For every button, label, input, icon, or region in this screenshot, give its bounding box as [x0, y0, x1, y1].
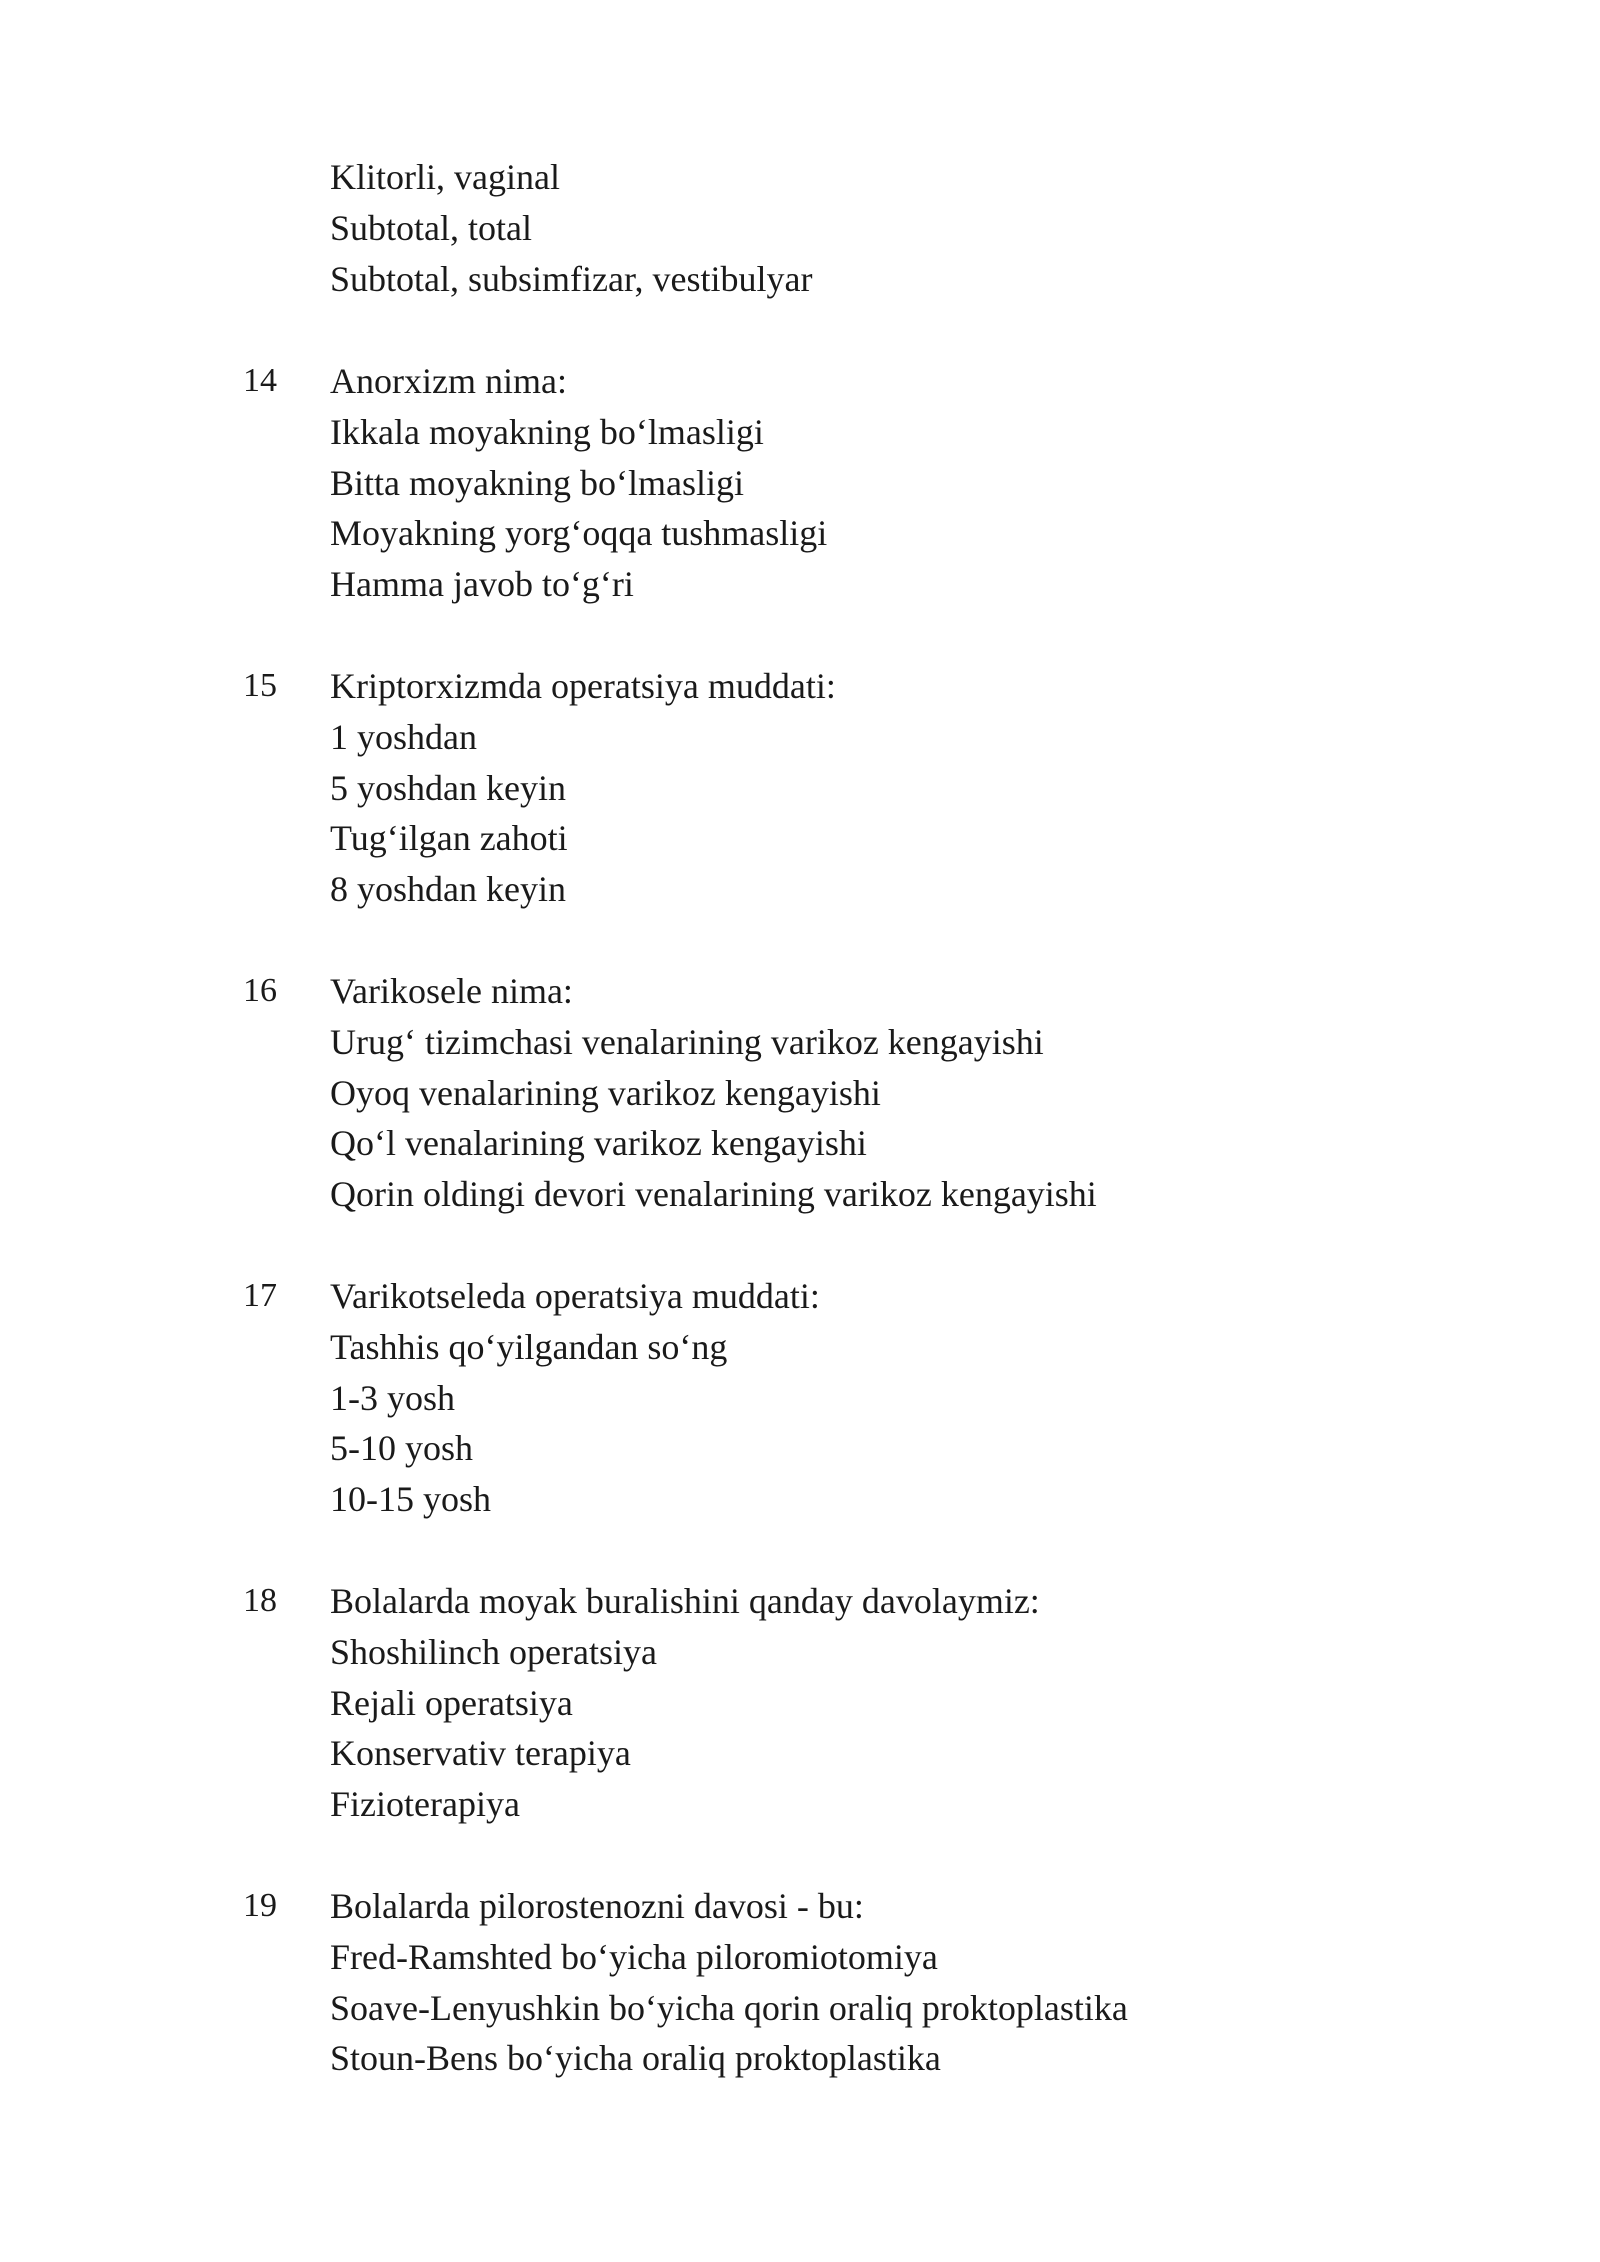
- option-line: Qorin oldingi devori venalarining varikoz kengayishi: [330, 1174, 1097, 1215]
- option-line: Shoshilinch operatsiya: [330, 1631, 657, 1672]
- option-line: Urug‘ tizimchasi venalarining varikoz kengayishi: [330, 1021, 1044, 1062]
- option-line: Ikkala moyakning bo‘lmasligi: [330, 411, 764, 452]
- question-prompt: Bolalarda moyak buralishini qanday davolaymiz:: [330, 1581, 1040, 1621]
- option-line: Subtotal, subsimfizar, vestibulyar: [330, 258, 813, 299]
- question-body: [330, 661, 836, 915]
- option-line: 5 yoshdan keyin: [330, 767, 566, 808]
- question-number: 17: [243, 1277, 277, 1314]
- option-line: Moyakning yorg‘oqqa tushmasligi: [330, 513, 828, 554]
- question-number: 19: [243, 1887, 277, 1924]
- option-line: 5-10 yosh: [330, 1428, 473, 1469]
- option-line: Fred-Ramshted bo‘yicha piloromiotomiya: [330, 1936, 938, 1977]
- question-number: 18: [243, 1582, 277, 1619]
- question-body: [330, 1576, 1040, 1830]
- option-line: Fizioterapiya: [330, 1784, 520, 1825]
- option-line: Rejali operatsiya: [330, 1682, 573, 1723]
- option-line: Subtotal, total: [330, 207, 532, 248]
- option-line: Stoun-Bens bo‘yicha oraliq proktoplastika: [330, 2038, 941, 2079]
- option-line: 10-15 yosh: [330, 1479, 491, 1520]
- question-prompt: Bolalarda pilorostenozni davosi - bu:: [330, 1886, 864, 1926]
- previous-question-options: [330, 152, 812, 304]
- option-line: Hamma javob to‘g‘ri: [330, 564, 634, 605]
- option-line: Konservativ terapiya: [330, 1733, 631, 1774]
- option-line: 8 yoshdan keyin: [330, 869, 566, 910]
- question-prompt: Varikosele nima:: [330, 971, 573, 1011]
- question-prompt: Varikotseleda operatsiya muddati:: [330, 1276, 820, 1316]
- option-line: 1-3 yosh: [330, 1377, 455, 1418]
- option-line: Bitta moyakning bo‘lmasligi: [330, 462, 744, 503]
- option-line: Soave-Lenyushkin bo‘yicha qorin oraliq proktoplastika: [330, 1987, 1128, 2028]
- question-number: 16: [243, 972, 277, 1009]
- option-line: Qo‘l venalarining varikoz kengayishi: [330, 1123, 867, 1164]
- option-line: Oyoq venalarining varikoz kengayishi: [330, 1072, 881, 1113]
- question-body: [330, 356, 827, 610]
- option-line: Klitorli, vaginal: [330, 157, 560, 197]
- option-line: 1 yoshdan: [330, 716, 477, 757]
- question-body: [330, 1881, 1128, 2084]
- question-body: [330, 1271, 820, 1525]
- question-prompt: Anorxizm nima:: [330, 361, 567, 401]
- question-body: [330, 966, 1097, 1220]
- question-number: 15: [243, 667, 277, 704]
- option-line: Tug‘ilgan zahoti: [330, 818, 568, 859]
- question-prompt: Kriptorxizmda operatsiya muddati:: [330, 666, 836, 706]
- option-line: Tashhis qo‘yilgandan so‘ng: [330, 1326, 728, 1367]
- question-number: 14: [243, 362, 277, 399]
